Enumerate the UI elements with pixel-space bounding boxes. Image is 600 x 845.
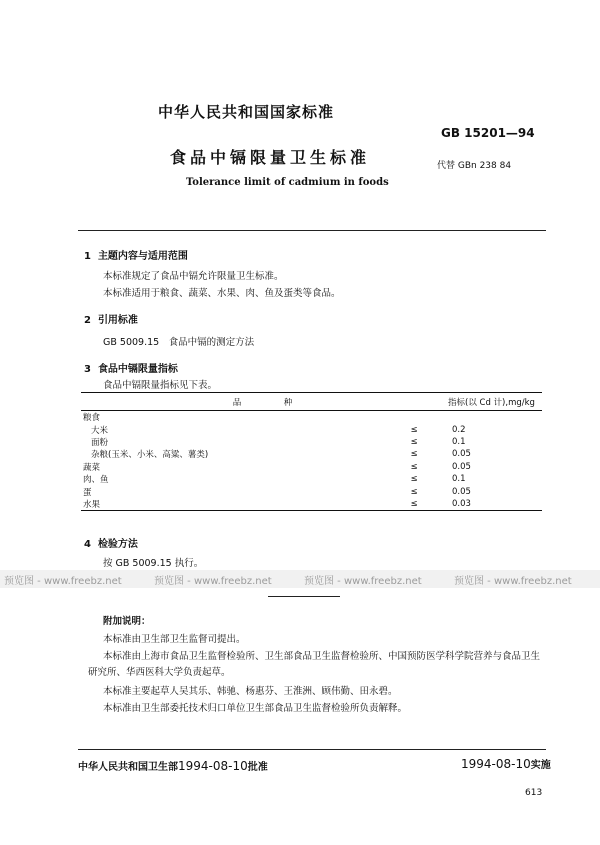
table-row bbox=[81, 461, 542, 473]
table-row bbox=[81, 436, 542, 448]
english-title: Tolerance limit of cadmium in foods bbox=[186, 177, 389, 188]
table-cell-name: 面粉 bbox=[91, 437, 109, 448]
notes-line-4: 本标准由卫生部委托技术归口单位卫生部食品卫生监督检验所负责解释。 bbox=[103, 703, 408, 714]
page-number: 613 bbox=[525, 788, 543, 798]
section-4-para-1: 按 GB 5009.15 执行。 bbox=[103, 558, 204, 569]
watermark-text: 预览图 - www.freebz.net bbox=[4, 576, 122, 587]
table-cell-value: 0.1 bbox=[452, 474, 466, 485]
table-cell-symbol: ≤ bbox=[410, 436, 418, 447]
standard-code: GB 15201—94 bbox=[441, 126, 535, 140]
table-cell-symbol: ≤ bbox=[410, 449, 418, 460]
table-cell-value: 0.2 bbox=[452, 424, 466, 435]
table-header-row bbox=[81, 393, 542, 411]
section-1-para-2: 本标准适用于粮食、蔬菜、水果、肉、鱼及蛋类等食品。 bbox=[103, 288, 341, 299]
table-cell-name: 粮食 bbox=[83, 413, 101, 424]
section-3-para-1: 食品中镉限量指标见下表。 bbox=[103, 380, 218, 391]
col-limit-header: 指标(以 Cd 计),mg/kg bbox=[444, 393, 542, 411]
notes-divider bbox=[268, 596, 340, 597]
table-cell-symbol: ≤ bbox=[382, 498, 444, 511]
section-2-heading: 2 引用标准 bbox=[84, 315, 138, 326]
table-cell-symbol: ≤ bbox=[410, 474, 418, 485]
table-cell-value: 0.05 bbox=[452, 486, 471, 497]
table-cell-symbol bbox=[382, 411, 444, 424]
table-row bbox=[81, 485, 542, 497]
approval-line: 中华人民共和国卫生部1994-08-10批准 bbox=[78, 759, 268, 773]
table-cell-name: 大米 bbox=[91, 425, 109, 436]
section-2-para-1: GB 5009.15 食品中镉的测定方法 bbox=[103, 337, 255, 348]
table-cell-symbol: ≤ bbox=[410, 424, 418, 435]
section-4-heading: 4 检验方法 bbox=[84, 539, 138, 550]
table-row bbox=[81, 498, 542, 511]
notes-line-3: 本标准主要起草人吴其乐、韩驰、杨惠芬、王淮洲、顾伟勤、田永碧。 bbox=[103, 686, 398, 697]
section-1-heading: 1 主题内容与适用范围 bbox=[84, 251, 188, 262]
watermark-text: 预览图 - www.freebz.net bbox=[304, 576, 422, 587]
table-cell-name: 水果 bbox=[81, 498, 382, 511]
watermark-text: 预览图 - www.freebz.net bbox=[154, 576, 272, 587]
col-variety-header: 品 种 bbox=[81, 393, 444, 411]
table-row bbox=[81, 448, 542, 460]
table-cell-value: 0.03 bbox=[444, 498, 542, 511]
standard-country-label: 中华人民共和国国家标准 bbox=[158, 103, 335, 121]
document-title: 食品中镉限量卫生标准 bbox=[170, 148, 371, 167]
table-cell-name: 蔬菜 bbox=[83, 462, 101, 473]
table-cell-value bbox=[444, 411, 542, 424]
table-cell-value: 0.05 bbox=[452, 449, 471, 460]
cadmium-limits-table bbox=[81, 392, 542, 511]
implementation-line: 1994-08-10实施 bbox=[461, 757, 551, 771]
table-cell-name: 杂粮(玉米、小米、高粱、薯类) bbox=[91, 450, 209, 461]
table-cell-symbol: ≤ bbox=[410, 461, 418, 472]
section-1-para-1: 本标准规定了食品中镉允许限量卫生标准。 bbox=[103, 271, 284, 282]
table-cell-value: 0.05 bbox=[452, 461, 471, 472]
table-cell-value: 0.1 bbox=[452, 436, 466, 447]
table-row bbox=[81, 423, 542, 435]
header-divider bbox=[78, 230, 546, 231]
section-3-heading: 3 食品中镉限量指标 bbox=[84, 364, 178, 375]
table-cell-name: 肉、鱼 bbox=[83, 475, 109, 486]
table-row bbox=[81, 411, 542, 424]
table-cell-name: 蛋 bbox=[83, 487, 92, 498]
notes-line-1: 本标准由卫生部卫生监督司提出。 bbox=[103, 634, 246, 645]
notes-line-2: 本标准由上海市食品卫生监督检验所、卫生部食品卫生监督检验所、中国预防医学科学院营养与食品卫生研究所、华西医科大学负责起草。 bbox=[88, 651, 541, 678]
replaces-note: 代替 GBn 238 84 bbox=[437, 161, 512, 171]
table-cell-symbol: ≤ bbox=[410, 486, 418, 497]
notes-heading: 附加说明： bbox=[103, 616, 151, 627]
watermark-band bbox=[0, 570, 600, 588]
watermark-text: 预览图 - www.freebz.net bbox=[454, 576, 572, 587]
table-row bbox=[81, 473, 542, 485]
footer-divider bbox=[78, 749, 546, 750]
